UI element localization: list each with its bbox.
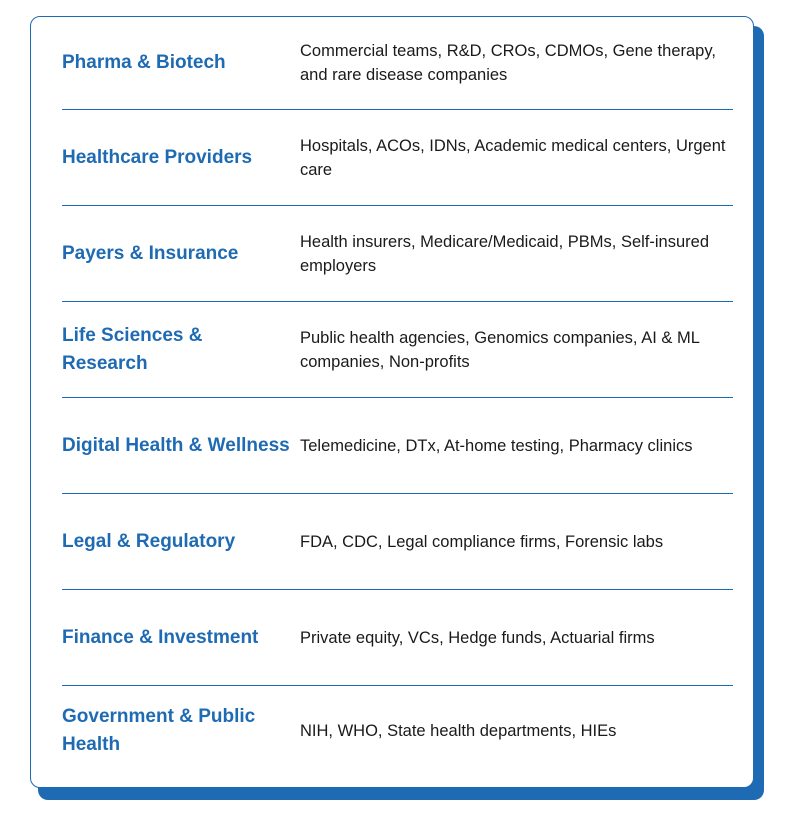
industry-category: Payers & Insurance <box>62 242 239 264</box>
industry-category: Finance & Investment <box>62 626 259 648</box>
industry-description: Health insurers, Medicare/Medicaid, PBMs, Self-insured employers <box>300 232 709 275</box>
industry-row-payers <box>62 206 733 302</box>
industry-row-digital-health <box>62 398 733 494</box>
industries-list <box>62 17 733 776</box>
industry-description: Commercial teams, R&D, CROs, CDMOs, Gene therapy, and rare disease companies <box>300 42 716 84</box>
industry-description: FDA, CDC, Legal compliance firms, Forensic labs <box>300 532 664 551</box>
industries-card <box>30 16 754 788</box>
industry-category: Government & Public Health <box>62 706 256 755</box>
industry-row-life-sciences <box>62 302 733 398</box>
industry-row-legal <box>62 494 733 590</box>
industry-description: NIH, WHO, State health departments, HIEs <box>300 722 617 740</box>
industry-row-providers <box>62 110 733 206</box>
industry-category: Pharma & Biotech <box>62 52 226 73</box>
industry-description: Private equity, VCs, Hedge funds, Actuarial firms <box>300 628 655 647</box>
industry-description: Public health agencies, Genomics companies, AI & ML companies, Non-profits <box>300 328 700 371</box>
industry-description: Hospitals, ACOs, IDNs, Academic medical centers, Urgent care <box>300 136 726 179</box>
industry-category: Life Sciences & Research <box>62 324 203 374</box>
industry-row-pharma <box>62 17 733 110</box>
industry-row-government <box>62 686 733 776</box>
industry-category: Legal & Regulatory <box>62 530 236 552</box>
industry-category: Digital Health & Wellness <box>62 434 290 456</box>
industry-description: Telemedicine, DTx, At-home testing, Pharmacy clinics <box>300 436 693 455</box>
industry-category: Healthcare Providers <box>62 146 253 168</box>
industry-row-finance <box>62 590 733 686</box>
